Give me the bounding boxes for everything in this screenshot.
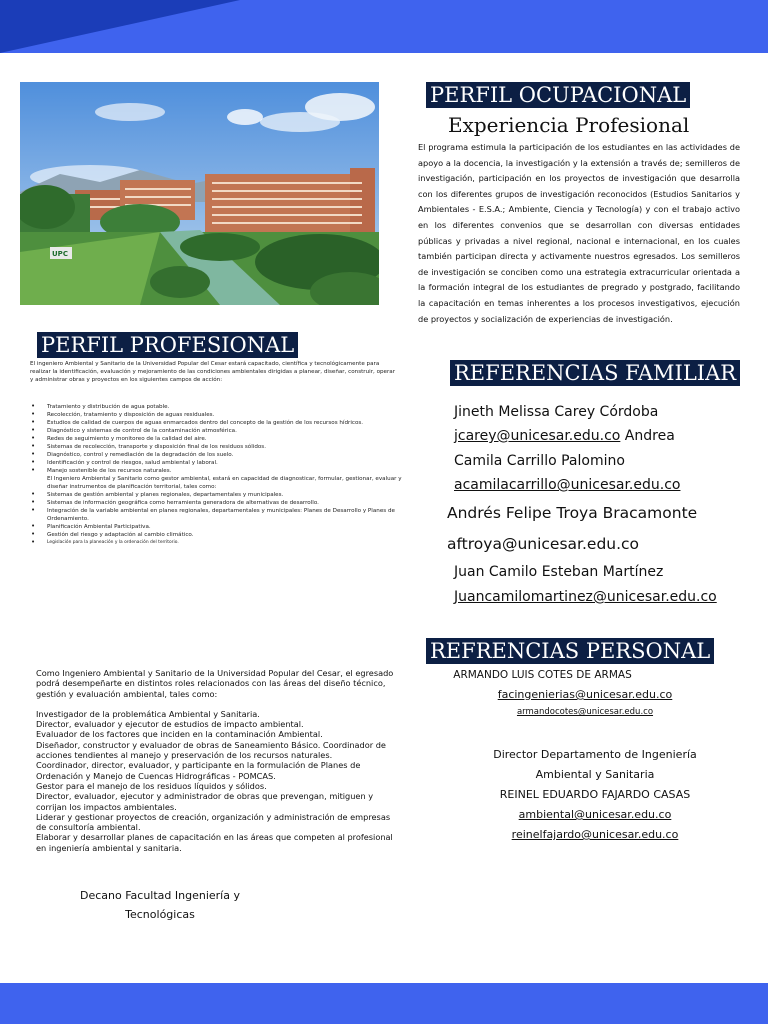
list-item: • Legislación para la planeación y la ordenación del territorio. xyxy=(30,539,402,547)
svg-text:UPC: UPC xyxy=(52,250,68,258)
family-ref-name-4: Juan Camilo Esteban Martínez xyxy=(454,564,664,580)
personal-ref-email-2a[interactable]: ambiental@unicesar.edu.co xyxy=(518,808,672,821)
experiencia-profesional-text: El programa estimula la participación de los estudiantes en las actividades de apoyo a la docencia, la investigación y la extensión a través de; semilleros de investigación, participación en los proyectos de investigación que desarrolla con los diferentes grupos de investigación reconocidos (Estudios Sanitarios y Ambientales - E.S.A.; Ambiente, Ciencia y Tecnología) y con el trabajo activo en los diferentes convenios que se desarrollan con diversas entidades públicas y privadas a nivel regional, nacional e internacional, en los cuales también participan directa y activamente nuestros egresados. Los semilleros de investigación se conciben como una estrategia extracurricular orientada a la formación integral de los estudiantes de pregrado y postgrado, facilitando la capacitación en temas inherentes a los procesos investigativos, ejecución de proyectos y socialización de experiencias de investigación. xyxy=(418,142,740,324)
family-ref-name-2b: Camila Carrillo Palomino xyxy=(454,453,625,469)
ocupacional-intro: Como Ingeniero Ambiental y Sanitario de la Universidad Popular del Cesar, el egresado podrá desempeñarte en distintos roles relacionados con las áreas del diseño técnico, gestión y evaluación ambiental, tales como: xyxy=(36,668,394,699)
personal-ref-email-1a[interactable]: facingenierias@unicesar.edu.co xyxy=(497,688,673,701)
list-item: • Recolección, tratamiento y disposición de aguas residuales. xyxy=(30,411,402,419)
family-ref-name-2a: Andrea xyxy=(624,428,675,444)
list-item: • Sistemas de gestión ambiental y planes regionales, departamentales y municipales. xyxy=(30,491,402,499)
personal-ref-role-line-1: Director Departamento de Ingeniería xyxy=(493,748,697,761)
list-item: • Tratamiento y distribución de agua potable. xyxy=(30,403,402,411)
family-ref-line-2 xyxy=(454,428,675,444)
experiencia-profesional-subtitle: Experiencia Profesional xyxy=(448,113,690,137)
list-item: • Diagnóstico, control y remediación de la degradación de los suelo. xyxy=(30,451,402,459)
referencias-familiar-title: REFERENCIAS FAMILIAR xyxy=(450,360,740,386)
role-item: Director, evaluador y ejecutor de estudios de impacto ambiental. xyxy=(36,719,304,730)
personal-ref-email-2b[interactable]: reinelfajardo@unicesar.edu.co xyxy=(511,828,679,841)
list-item: • Sistemas de información geográfica como herramienta generadora de alternativas de desarrollo. xyxy=(30,499,402,507)
decano-line-2: Tecnológicas xyxy=(125,908,195,921)
list-item: • Identificación y control de riesgos, salud ambiental y laboral. xyxy=(30,459,402,467)
list-item: • Sistemas de recolección, transporte y disposición final de los residuos sólidos. xyxy=(30,443,402,451)
perfil-profesional-title: PERFIL PROFESIONAL xyxy=(37,332,298,358)
personal-ref-email-1b[interactable]: armandocotes@unicesar.edu.co xyxy=(516,707,654,717)
perfil-profesional-intro: El ingeniero Ambiental y Sanitario de la Universidad Popular del Cesar estará capacitado, científica y tecnológicamente para realizar la identificación, evaluación y mejoramiento de las condiciones ambientales dirigidas a planear, diseñar, construir, operar y administrar obras y proyectos en los siguientes campos de acción: xyxy=(30,361,396,384)
list-item: • Estudios de calidad de cuerpos de aguas enmarcados dentro del concepto de la gestión de los recursos hídricos. xyxy=(30,419,402,427)
role-item: Gestor para el manejo de los residuos líquidos y sólidos. xyxy=(36,780,267,791)
role-item: Elaborar y desarrollar planes de capacitación en las áreas que competen al profesional en ingeniería ambiental y sanitaria. xyxy=(36,832,393,853)
bottom-decorative-band xyxy=(0,983,768,1024)
perfil-profesional-list xyxy=(30,403,402,547)
list-item: • Redes de seguimiento y monitoreo de la calidad del aire. xyxy=(30,435,402,443)
family-ref-email-4[interactable]: Juancamilomartinez@unicesar.edu.co xyxy=(454,589,717,605)
list-item: • Manejo sostenible de los recursos naturales. xyxy=(30,467,402,475)
family-ref-email-1[interactable]: jcarey@unicesar.edu.co xyxy=(454,428,621,444)
list-item: • Gestión del riesgo y adaptación al cambio climático. xyxy=(30,531,402,539)
campus-photo xyxy=(20,82,379,305)
campus-building-icon xyxy=(20,82,379,305)
role-item: Liderar y gestionar proyectos de creación, organización y administración de empresas de consultoría ambiental. xyxy=(36,811,391,833)
list-item: • Diagnóstico y sistemas de control de la contaminación atmosférica. xyxy=(30,427,402,435)
list-item: • Integración de la variable ambiental en planes regionales, departamentales y municipales: Planes de Desarrollo y Planes de Ordenamiento. xyxy=(30,507,402,523)
perfil-ocupacional-title: PERFIL OCUPACIONAL xyxy=(426,82,690,108)
decano-signature-block xyxy=(40,886,280,924)
family-ref-email-2[interactable]: acamilacarrillo@unicesar.edu.co xyxy=(454,477,681,493)
role-item: Investigador de la problemática Ambiental y Sanitaria. xyxy=(36,708,260,719)
role-item: Coordinador, director, evaluador, y participante en la formulación de Planes de Ordenación y Manejo de Cuencas Hidrográficas - POMCAS. xyxy=(36,760,361,781)
family-ref-email-3[interactable]: aftroya@unicesar.edu.co xyxy=(447,535,640,553)
referencias-personal-title: REFRENCIAS PERSONAL xyxy=(426,638,714,664)
top-decorative-triangle xyxy=(0,0,240,53)
list-item: • Planificación Ambiental Participativa. xyxy=(30,523,402,531)
decano-line-1: Decano Facultad Ingeniería y xyxy=(80,889,240,902)
role-item: Evaluador de los factores que inciden en la contaminación Ambiental. xyxy=(36,729,323,740)
family-ref-name-1: Jineth Melissa Carey Córdoba xyxy=(454,404,659,420)
role-item: Director, evaluador, ejecutor y administrador de obras que prevengan, mitiguen y corrijan los impactos ambientales. xyxy=(36,791,374,812)
role-item: Diseñador, constructor y evaluador de obras de Saneamiento Básico. Coordinador de acciones tendientes al manejo y preservación de los recursos naturales. xyxy=(36,739,386,761)
personal-ref-role-line-2: Ambiental y Sanitaria xyxy=(535,768,655,781)
personal-ref-name-1: ARMANDO LUIS COTES DE ARMAS xyxy=(453,669,632,681)
personal-ref-name-2: REINEL EDUARDO FAJARDO CASAS xyxy=(499,788,691,801)
list-item: El Ingeniero Ambiental y Sanitario como gestor ambiental, estará en capacidad de diagnosticar, formular, gestionar, evaluar y diseñar instrumentos de planificación territorial, tales como: xyxy=(47,476,402,490)
family-ref-name-3: Andrés Felipe Troya Bracamonte xyxy=(447,504,698,522)
ocupacional-roles-text xyxy=(36,668,398,853)
